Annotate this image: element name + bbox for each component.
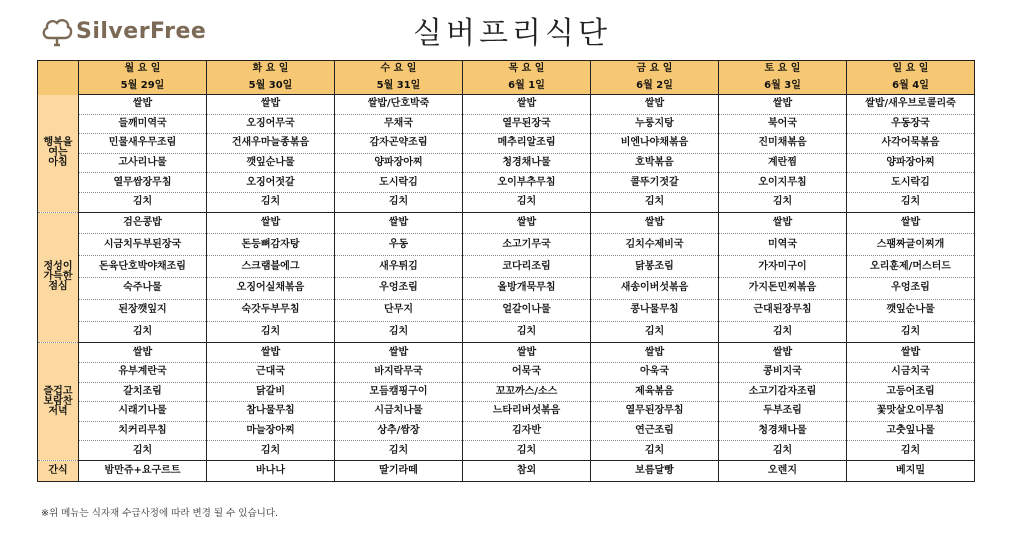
menu-item: 닭봉조림 (591, 256, 719, 278)
menu-item: 유부계란국 (79, 362, 207, 382)
lunch-menu-row (38, 299, 975, 321)
menu-item: 닭갈비 (207, 382, 335, 402)
dinner-menu-row (38, 402, 975, 422)
menu-item: 쌀밥 (463, 95, 591, 115)
menu-item: 꽃맛살오이무침 (847, 402, 975, 422)
menu-item: 청경채나물 (463, 153, 591, 173)
menu-item: 쌀밥 (79, 95, 207, 115)
menu-item: 시금치두부된장국 (79, 234, 207, 256)
dinner-section (38, 343, 975, 461)
menu-item: 김치 (591, 192, 719, 212)
menu-item: 김치 (207, 192, 335, 212)
menu-item: 김치 (591, 321, 719, 343)
day-name: 토 요 일 (719, 61, 847, 78)
dinner-menu-row (38, 362, 975, 382)
dinner-menu-row (38, 343, 975, 363)
menu-item: 양파장아찌 (335, 153, 463, 173)
breakfast-menu-row (38, 134, 975, 154)
menu-item: 김치 (719, 441, 847, 461)
menu-item: 제육볶음 (591, 382, 719, 402)
menu-item: 된장깻잎지 (79, 299, 207, 321)
menu-item: 누룽지탕 (591, 114, 719, 134)
menu-item: 마늘장아찌 (207, 421, 335, 441)
menu-item: 숙주나물 (79, 277, 207, 299)
menu-item: 근대국 (207, 362, 335, 382)
menu-item: 검은콩밥 (79, 212, 207, 234)
menu-item: 사각어묵볶음 (847, 134, 975, 154)
snack-item: 보름달빵 (591, 460, 719, 481)
menu-item: 건새우마늘종볶음 (207, 134, 335, 154)
day-date: 5월 31일 (335, 78, 463, 95)
snack-label: 간식 (38, 460, 79, 481)
menu-item: 김치 (719, 321, 847, 343)
menu-item: 단무지 (335, 299, 463, 321)
dinner-menu-row (38, 441, 975, 461)
day-date: 6월 1일 (463, 78, 591, 95)
menu-item: 갈치조림 (79, 382, 207, 402)
menu-item: 김치 (847, 441, 975, 461)
menu-item: 쌀밥 (207, 95, 335, 115)
menu-item: 김치 (207, 321, 335, 343)
menu-item: 쌀밥/새우브로콜리죽 (847, 95, 975, 115)
snack-item: 바나나 (207, 460, 335, 481)
menu-item: 오징어실채볶음 (207, 277, 335, 299)
breakfast-menu-row (38, 192, 975, 212)
menu-item: 비엔나야채볶음 (591, 134, 719, 154)
snack-item: 딸기라떼 (335, 460, 463, 481)
menu-item: 도시락김 (335, 173, 463, 193)
menu-item: 돈육단호박야채조림 (79, 256, 207, 278)
dinner-menu-row (38, 382, 975, 402)
menu-item: 모듬캠핑구이 (335, 382, 463, 402)
day-name: 수 요 일 (335, 61, 463, 78)
menu-item: 김치 (719, 192, 847, 212)
day-date: 6월 2일 (591, 78, 719, 95)
menu-item: 열무된장국 (463, 114, 591, 134)
menu-item: 소고기감자조림 (719, 382, 847, 402)
menu-item: 느타리버섯볶음 (463, 402, 591, 422)
menu-item: 쌀밥 (847, 212, 975, 234)
menu-item: 열무된장무침 (591, 402, 719, 422)
weekly-menu-table (37, 60, 975, 482)
logo-text: SilverFree (76, 18, 207, 44)
menu-item: 올방개묵무침 (463, 277, 591, 299)
menu-item: 오리훈제/머스터드 (847, 256, 975, 278)
snack-item: 밤만쥬+요구르트 (79, 460, 207, 481)
menu-item: 계란찜 (719, 153, 847, 173)
breakfast-menu-row (38, 173, 975, 193)
snack-item: 참외 (463, 460, 591, 481)
menu-item: 고춧잎나물 (847, 421, 975, 441)
day-name: 금 요 일 (591, 61, 719, 78)
day-name: 일 요 일 (847, 61, 975, 78)
lunch-menu-row (38, 321, 975, 343)
menu-item: 김치 (79, 192, 207, 212)
menu-item: 고등어조림 (847, 382, 975, 402)
menu-item: 쌀밥 (335, 343, 463, 363)
menu-item: 김치 (79, 441, 207, 461)
lunch-menu-row (38, 212, 975, 234)
breakfast-section (38, 95, 975, 213)
dinner-label (38, 343, 79, 461)
lunch-label-line: 점심 (48, 281, 68, 293)
menu-item: 쌀밥 (719, 212, 847, 234)
header-corner (38, 61, 79, 95)
menu-item: 쌀밥 (847, 343, 975, 363)
menu-item: 스크램블에그 (207, 256, 335, 278)
menu-item: 치커리무침 (79, 421, 207, 441)
menu-item: 두부조림 (719, 402, 847, 422)
menu-item: 쌀밥 (79, 343, 207, 363)
menu-item: 도시락김 (847, 173, 975, 193)
day-date: 6월 4일 (847, 78, 975, 95)
breakfast-menu-row (38, 114, 975, 134)
menu-item: 열무쌈장무침 (79, 173, 207, 193)
menu-item: 오이지무침 (719, 173, 847, 193)
menu-item: 우동 (335, 234, 463, 256)
menu-item: 쌀밥 (207, 212, 335, 234)
menu-item: 우엉조림 (847, 277, 975, 299)
day-header-row (38, 61, 975, 78)
menu-item: 깻잎순나물 (847, 299, 975, 321)
dinner-label-line: 보람찬 (43, 395, 73, 407)
menu-item: 김치 (335, 321, 463, 343)
menu-item: 새우튀김 (335, 256, 463, 278)
menu-item: 바지락무국 (335, 362, 463, 382)
day-date: 5월 30일 (207, 78, 335, 95)
day-date: 5월 29일 (79, 78, 207, 95)
menu-item: 메추리알조림 (463, 134, 591, 154)
day-date: 6월 3일 (719, 78, 847, 95)
menu-item: 쌀밥 (719, 343, 847, 363)
menu-item: 김자반 (463, 421, 591, 441)
menu-item: 가자미구이 (719, 256, 847, 278)
menu-item: 숙갓두부무침 (207, 299, 335, 321)
menu-item: 양파장아찌 (847, 153, 975, 173)
menu-item: 어묵국 (463, 362, 591, 382)
breakfast-label-line: 여는 (48, 147, 68, 159)
menu-item: 아욱국 (591, 362, 719, 382)
menu-item: 스팸짜글이찌개 (847, 234, 975, 256)
menu-item: 고사리나물 (79, 153, 207, 173)
menu-item: 쌀밥 (335, 212, 463, 234)
day-name: 월 요 일 (79, 61, 207, 78)
menu-item: 쌀밥 (463, 343, 591, 363)
menu-item: 쌀밥/단호박죽 (335, 95, 463, 115)
menu-item: 시금치국 (847, 362, 975, 382)
menu-item: 근대된장무침 (719, 299, 847, 321)
menu-item: 감자곤약조림 (335, 134, 463, 154)
menu-item: 시래기나물 (79, 402, 207, 422)
menu-item: 오이부추무침 (463, 173, 591, 193)
lunch-label-line: 가득한 (43, 271, 73, 283)
dinner-menu-row (38, 421, 975, 441)
menu-item: 김치 (591, 441, 719, 461)
menu-item: 쌀밥 (591, 212, 719, 234)
menu-item: 김치 (847, 192, 975, 212)
menu-item: 김치 (463, 321, 591, 343)
menu-item: 김치 (335, 441, 463, 461)
menu-item: 들깨미역국 (79, 114, 207, 134)
menu-item: 콩비지국 (719, 362, 847, 382)
menu-item: 김치 (79, 321, 207, 343)
menu-item: 시금치나물 (335, 402, 463, 422)
menu-item: 가지돈민찌볶음 (719, 277, 847, 299)
date-header-row (38, 78, 975, 95)
menu-item: 상추/쌈장 (335, 421, 463, 441)
menu-item: 얼갈이나물 (463, 299, 591, 321)
menu-item: 무채국 (335, 114, 463, 134)
menu-item: 우엉조림 (335, 277, 463, 299)
menu-item: 김치수제비국 (591, 234, 719, 256)
breakfast-menu-row (38, 95, 975, 115)
menu-item: 새송이버섯볶음 (591, 277, 719, 299)
menu-item: 오징어젓갈 (207, 173, 335, 193)
breakfast-label-line: 행복을 (43, 137, 73, 149)
menu-item: 호박볶음 (591, 153, 719, 173)
lunch-section (38, 212, 975, 343)
dinner-label-line: 저녁 (48, 405, 68, 417)
menu-item: 콩나물무침 (591, 299, 719, 321)
snack-row (38, 460, 975, 481)
menu-item: 민물새우무조림 (79, 134, 207, 154)
dinner-label-line: 즐겁고 (43, 385, 73, 397)
lunch-menu-row (38, 256, 975, 278)
menu-item: 쌀밥 (719, 95, 847, 115)
menu-item: 청경채나물 (719, 421, 847, 441)
lunch-label (38, 212, 79, 343)
page-title: 실버프리식단 (413, 16, 611, 51)
menu-item: 코다리조림 (463, 256, 591, 278)
menu-item: 꼬꼬까스/소스 (463, 382, 591, 402)
menu-item: 연근조림 (591, 421, 719, 441)
menu-item: 돈등뼈감자탕 (207, 234, 335, 256)
menu-item: 콜뚜기젓갈 (591, 173, 719, 193)
breakfast-menu-row (38, 153, 975, 173)
snack-item: 베지밀 (847, 460, 975, 481)
menu-item: 참나물무침 (207, 402, 335, 422)
footnote: ※위 메뉴는 식자재 수급사정에 따라 변경 될 수 있습니다. (41, 508, 279, 519)
menu-item: 깻잎순나물 (207, 153, 335, 173)
menu-item: 김치 (847, 321, 975, 343)
lunch-menu-row (38, 277, 975, 299)
menu-item: 김치 (335, 192, 463, 212)
menu-item: 김치 (207, 441, 335, 461)
menu-item: 쌀밥 (463, 212, 591, 234)
menu-item: 쌀밥 (591, 343, 719, 363)
lunch-menu-row (38, 234, 975, 256)
menu-item: 쌀밥 (591, 95, 719, 115)
day-name: 화 요 일 (207, 61, 335, 78)
snack-item: 오렌지 (719, 460, 847, 481)
menu-item: 미역국 (719, 234, 847, 256)
menu-item: 소고기무국 (463, 234, 591, 256)
menu-item: 우동장국 (847, 114, 975, 134)
breakfast-label-line: 아침 (48, 157, 68, 169)
menu-item: 오징어무국 (207, 114, 335, 134)
menu-item: 북어국 (719, 114, 847, 134)
breakfast-label (38, 95, 79, 213)
menu-item: 쌀밥 (207, 343, 335, 363)
menu-item: 진미채볶음 (719, 134, 847, 154)
menu-item: 김치 (463, 441, 591, 461)
menu-item: 김치 (463, 192, 591, 212)
lunch-label-line: 정성이 (43, 261, 73, 273)
day-name: 목 요 일 (463, 61, 591, 78)
